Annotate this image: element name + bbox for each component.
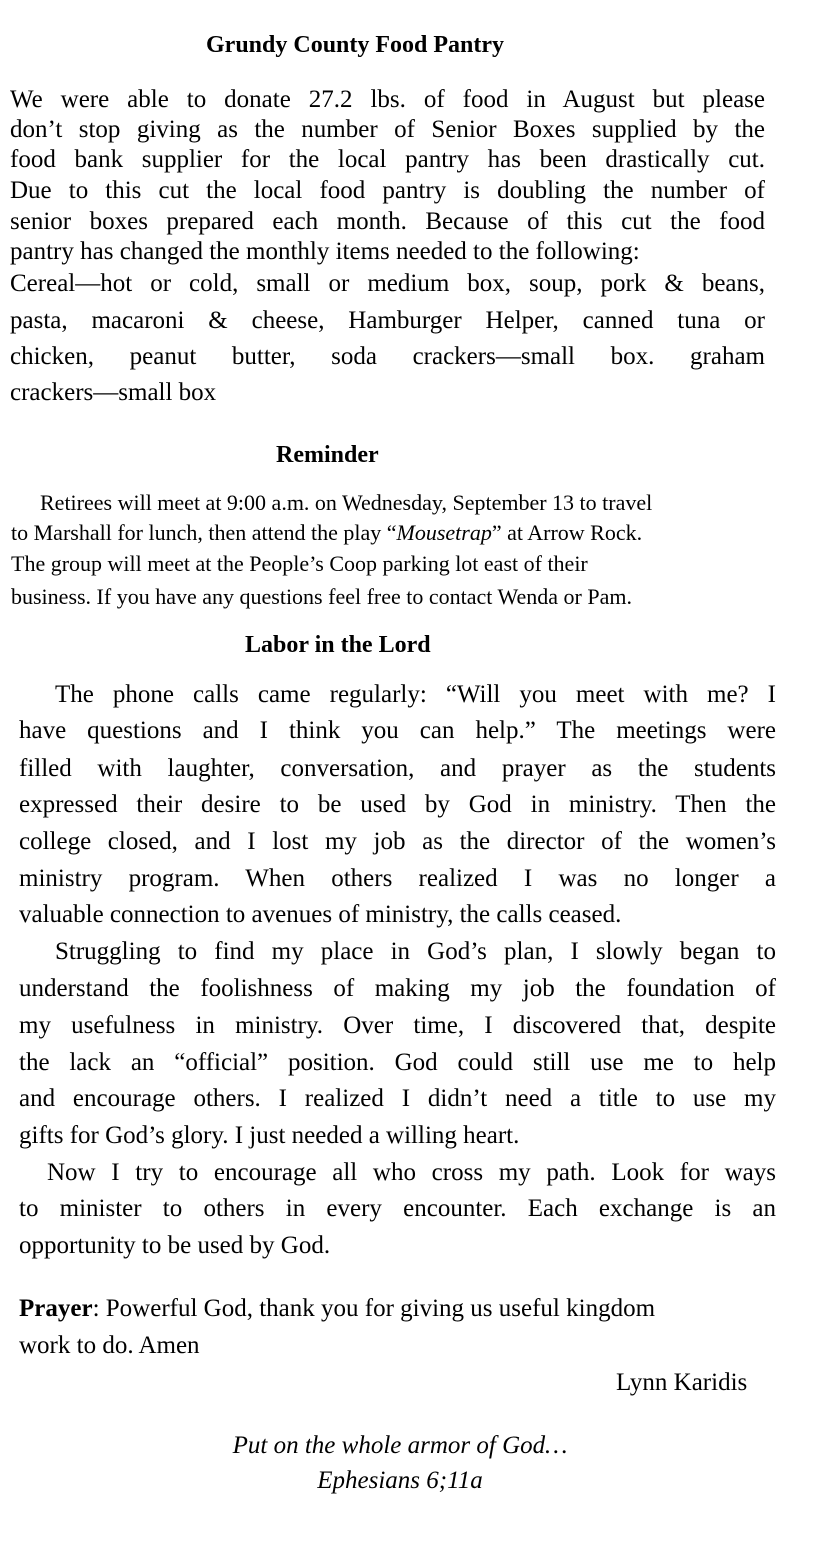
- labor-line: college closed, and I lost my job as the director of the women’s: [19, 828, 776, 855]
- food-pantry-line: don’t stop giving as the number of Senior Boxes supplied by the: [10, 116, 765, 143]
- verse-text: Put on the whole armor of God…: [232, 1432, 568, 1459]
- labor-line: filled with laughter, conversation, and prayer as the students: [19, 755, 776, 782]
- food-pantry-line: senior boxes prepared each month. Because of this cut the food: [10, 208, 765, 235]
- reminder-line: Retirees will meet at 9:00 a.m. on Wednesday, September 13 to travel: [40, 490, 653, 515]
- labor-line: understand the foolishness of making my job the foundation of: [19, 975, 776, 1002]
- author-signature: Lynn Karidis: [616, 1369, 748, 1396]
- labor-line: The phone calls came regularly: “Will you meet with me? I: [55, 681, 776, 708]
- labor-line: my usefulness in ministry. Over time, I discovered that, despite: [19, 1012, 776, 1039]
- food-pantry-line: chicken, peanut butter, soda crackers—small box. graham: [10, 343, 765, 370]
- prayer-line: [19, 1294, 776, 1324]
- labor-line: have questions and I think you can help.” The meetings were: [19, 717, 776, 744]
- reminder-line: business. If you have any questions feel free to contact Wenda or Pam.: [11, 584, 632, 609]
- labor-line: the lack an “official” position. God could still use me to help: [19, 1049, 776, 1076]
- labor-line: Struggling to find my place in God’s plan, I slowly began to: [55, 938, 776, 965]
- labor-title: Labor in the Lord: [245, 632, 431, 658]
- labor-line: valuable connection to avenues of ministry, the calls ceased.: [19, 901, 622, 928]
- reminder-line: [11, 518, 642, 548]
- labor-line: gifts for God’s glory. I just needed a willing heart.: [19, 1122, 520, 1149]
- labor-line: opportunity to be used by God.: [19, 1232, 331, 1259]
- verse-reference: Ephesians 6;11a: [317, 1467, 483, 1494]
- food-pantry-line: food bank supplier for the local pantry has been drastically cut.: [10, 146, 765, 173]
- play-title: Mousetrap: [396, 520, 492, 545]
- labor-line: to minister to others in every encounter. Each exchange is an: [19, 1195, 776, 1222]
- reminder-text: ” at Arrow Rock.: [491, 520, 643, 545]
- food-pantry-line: crackers—small box: [10, 379, 217, 406]
- food-pantry-line: Cereal—hot or cold, small or medium box, soup, pork & beans,: [10, 270, 765, 297]
- prayer-line: work to do. Amen: [19, 1332, 200, 1359]
- food-pantry-title: Grundy County Food Pantry: [206, 32, 505, 58]
- food-pantry-line: pantry has changed the monthly items needed to the following:: [10, 238, 640, 265]
- food-pantry-line: Due to this cut the local food pantry is doubling the number of: [10, 177, 765, 204]
- prayer-label: Prayer: [19, 1295, 93, 1322]
- reminder-text: to Marshall for lunch, then attend the play “: [11, 520, 397, 545]
- reminder-title: Reminder: [276, 442, 379, 468]
- labor-line: expressed their desire to be used by God in ministry. Then the: [19, 791, 776, 818]
- food-pantry-line: pasta, macaroni & cheese, Hamburger Helper, canned tuna or: [10, 307, 765, 334]
- labor-line: and encourage others. I realized I didn’t need a title to use my: [19, 1085, 776, 1112]
- labor-line: Now I try to encourage all who cross my path. Look for ways: [47, 1159, 776, 1186]
- labor-line: ministry program. When others realized I was no longer a: [19, 865, 776, 892]
- food-pantry-line: We were able to donate 27.2 lbs. of food in August but please: [10, 86, 765, 113]
- reminder-line: The group will meet at the People’s Coop parking lot east of their: [11, 551, 588, 576]
- prayer-text: : Powerful God, thank you for giving us useful kingdom: [92, 1295, 656, 1322]
